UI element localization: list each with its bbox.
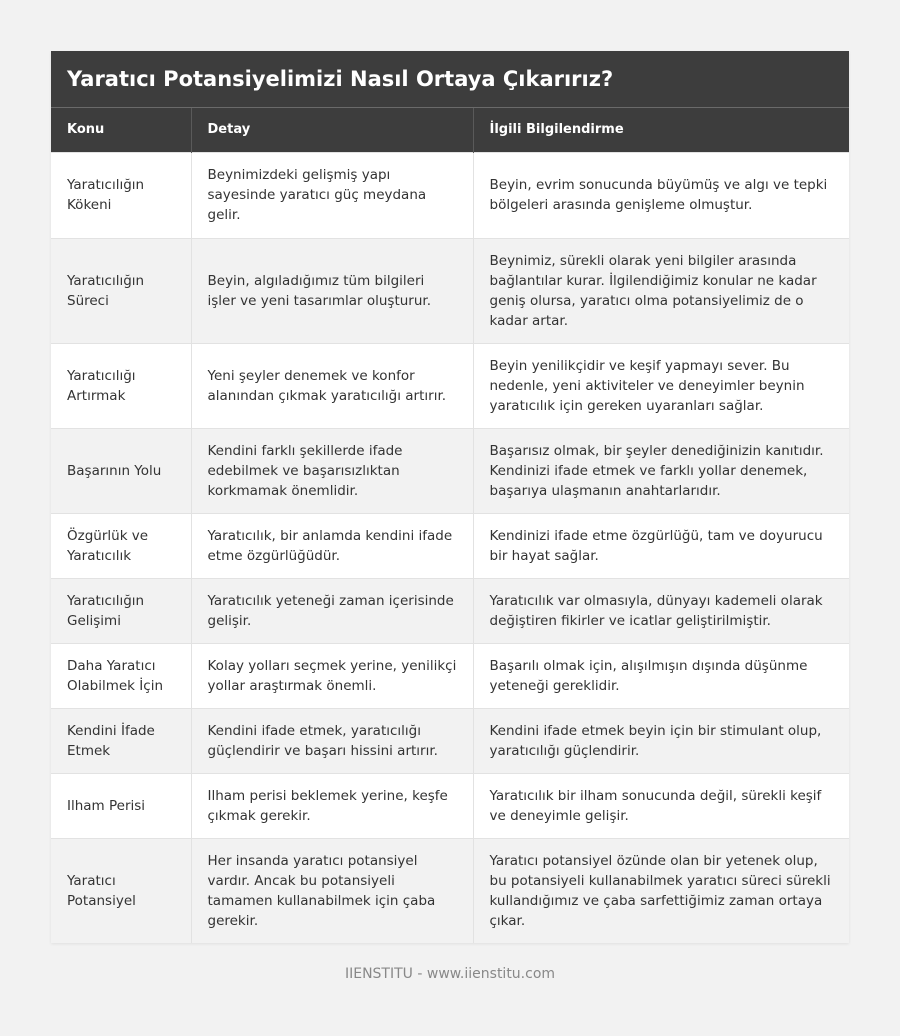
table-row <box>51 643 849 708</box>
table-row <box>51 152 849 238</box>
cell-info: Kendini ifade etmek beyin için bir stimulant olup, yaratıcılığı güçlendirir. <box>473 708 849 773</box>
table-row <box>51 428 849 513</box>
cell-info: Beyin yenilikçidir ve keşif yapmayı sever. Bu nedenle, yeni aktiviteler ve deneyimler beynin yaratıcılık için gereken uyaranları sağlar. <box>473 343 849 428</box>
cell-topic: Başarının Yolu <box>51 428 191 513</box>
cell-info: Yaratıcılık bir ilham sonucunda değil, sürekli keşif ve deneyimle gelişir. <box>473 773 849 838</box>
cell-topic: Ilham Perisi <box>51 773 191 838</box>
footer-credit: IIENSTITU - www.iienstitu.com <box>344 966 556 982</box>
cell-topic: Yaratıcılığın Gelişimi <box>51 578 191 643</box>
cell-detail: Kendini ifade etmek, yaratıcılığı güçlendirir ve başarı hissini artırır. <box>191 708 473 773</box>
info-table <box>51 108 849 943</box>
cell-detail: Yaratıcılık yeteneği zaman içerisinde gelişir. <box>191 578 473 643</box>
cell-detail: Ilham perisi beklemek yerine, keşfe çıkmak gerekir. <box>191 773 473 838</box>
column-header-topic: Konu <box>51 108 191 152</box>
cell-info: Başarılı olmak için, alışılmışın dışında düşünme yeteneği gereklidir. <box>473 643 849 708</box>
cell-topic: Yaratıcılığın Süreci <box>51 238 191 343</box>
cell-topic: Özgürlük ve Yaratıcılık <box>51 513 191 578</box>
table-card <box>51 51 849 943</box>
cell-detail: Kendini farklı şekillerde ifade edebilmek ve başarısızlıktan korkmamak önemlidir. <box>191 428 473 513</box>
cell-topic: Daha Yaratıcı Olabilmek İçin <box>51 643 191 708</box>
table-row <box>51 578 849 643</box>
table-row <box>51 708 849 773</box>
cell-detail: Yaratıcılık, bir anlamda kendini ifade etme özgürlüğüdür. <box>191 513 473 578</box>
cell-info: Başarısız olmak, bir şeyler denediğinizin kanıtıdır. Kendinizi ifade etmek ve farklı yollar denemek, başarıya ulaşmanın anahtarlarıdır. <box>473 428 849 513</box>
cell-info: Beyin, evrim sonucunda büyümüş ve algı ve tepki bölgeleri arasında genişleme olmuştur. <box>473 152 849 238</box>
cell-detail: Beynimizdeki gelişmiş yapı sayesinde yaratıcı güç meydana gelir. <box>191 152 473 238</box>
table-row <box>51 838 849 943</box>
table-row <box>51 343 849 428</box>
page-title: Yaratıcı Potansiyelimizi Nasıl Ortaya Çıkarırız? <box>51 51 849 108</box>
cell-topic: Kendini İfade Etmek <box>51 708 191 773</box>
table-header-row <box>51 108 849 152</box>
cell-detail: Her insanda yaratıcı potansiyel vardır. Ancak bu potansiyeli tamamen kullanabilmek için çaba gerekir. <box>191 838 473 943</box>
cell-detail: Yeni şeyler denemek ve konfor alanından çıkmak yaratıcılığı artırır. <box>191 343 473 428</box>
column-header-info: İlgili Bilgilendirme <box>473 108 849 152</box>
table-row <box>51 238 849 343</box>
column-header-detail: Detay <box>191 108 473 152</box>
cell-topic: Yaratıcı Potansiyel <box>51 838 191 943</box>
table-row <box>51 513 849 578</box>
cell-info: Yaratıcı potansiyel özünde olan bir yetenek olup, bu potansiyeli kullanabilmek yaratıcı süreci sürekli kullandığımız ve çaba sarfettiğimiz zaman ortaya çıkar. <box>473 838 849 943</box>
cell-detail: Kolay yolları seçmek yerine, yenilikçi yollar araştırmak önemli. <box>191 643 473 708</box>
cell-info: Kendinizi ifade etme özgürlüğü, tam ve doyurucu bir hayat sağlar. <box>473 513 849 578</box>
cell-info: Yaratıcılık var olmasıyla, dünyayı kademeli olarak değiştiren fikirler ve icatlar geliştirilmiştir. <box>473 578 849 643</box>
cell-topic: Yaratıcılığı Artırmak <box>51 343 191 428</box>
cell-info: Beynimiz, sürekli olarak yeni bilgiler arasında bağlantılar kurar. İlgilendiğimiz konular ne kadar geniş olursa, yaratıcı olma potansiyelimiz de o kadar artar. <box>473 238 849 343</box>
table-row <box>51 773 849 838</box>
cell-detail: Beyin, algıladığımız tüm bilgileri işler ve yeni tasarımlar oluşturur. <box>191 238 473 343</box>
cell-topic: Yaratıcılığın Kökeni <box>51 152 191 238</box>
